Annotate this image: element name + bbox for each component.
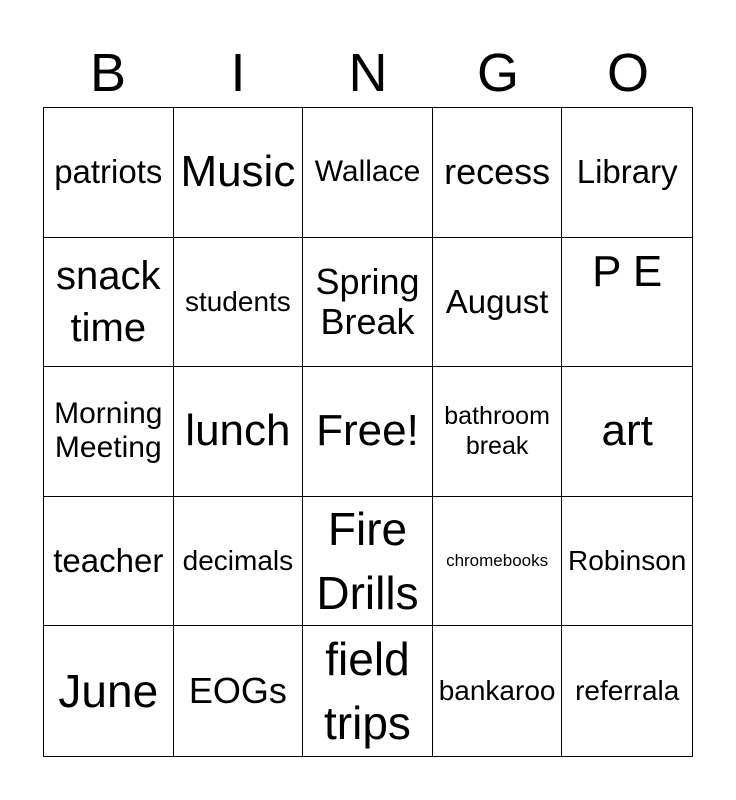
bingo-cell[interactable]: Music [174, 108, 304, 238]
bingo-cell[interactable]: patriots [44, 108, 174, 238]
header-letter-o: O [606, 43, 649, 103]
bingo-cell[interactable]: referrala [575, 675, 680, 707]
bingo-cell[interactable]: Spring Break [303, 238, 433, 368]
bingo-cell[interactable]: teacher [44, 497, 174, 627]
bingo-cell[interactable]: recess [433, 108, 563, 238]
bingo-cell[interactable]: Library [562, 108, 692, 238]
bingo-cell free-space[interactable]: Free! [303, 367, 433, 497]
header-letter-g: G [476, 43, 519, 103]
bingo-cell[interactable]: Robinson [562, 497, 692, 627]
bingo-grid [43, 107, 693, 757]
bingo-cell[interactable]: decimals [174, 497, 304, 627]
bingo-cell[interactable]: lunch [174, 367, 304, 497]
bingo-cell[interactable]: August [433, 238, 563, 368]
bingo-header [43, 40, 693, 106]
bingo-cell[interactable]: bankaroo [433, 626, 563, 756]
bingo-cell[interactable]: art [562, 367, 692, 497]
header-letter-n: N [348, 43, 388, 103]
bingo-cell[interactable]: chromebooks [433, 497, 563, 627]
bingo-cell[interactable]: snack time [44, 238, 174, 368]
bingo-cell[interactable]: field trips [303, 626, 433, 756]
bingo-cell[interactable]: Fire Drills [303, 497, 433, 627]
bingo-cell[interactable]: P E [562, 238, 692, 368]
bingo-cell[interactable]: Wallace [303, 108, 433, 238]
header-letter-b: B [89, 43, 127, 103]
bingo-cell[interactable]: June [44, 626, 174, 756]
bingo-cell[interactable]: students [174, 238, 304, 368]
bingo-cell[interactable]: bathroom break [433, 367, 563, 497]
bingo-cell[interactable]: Morning Meeting [44, 367, 174, 497]
header-letter-i: I [230, 43, 246, 103]
bingo-cell[interactable]: EOGs [174, 626, 304, 756]
